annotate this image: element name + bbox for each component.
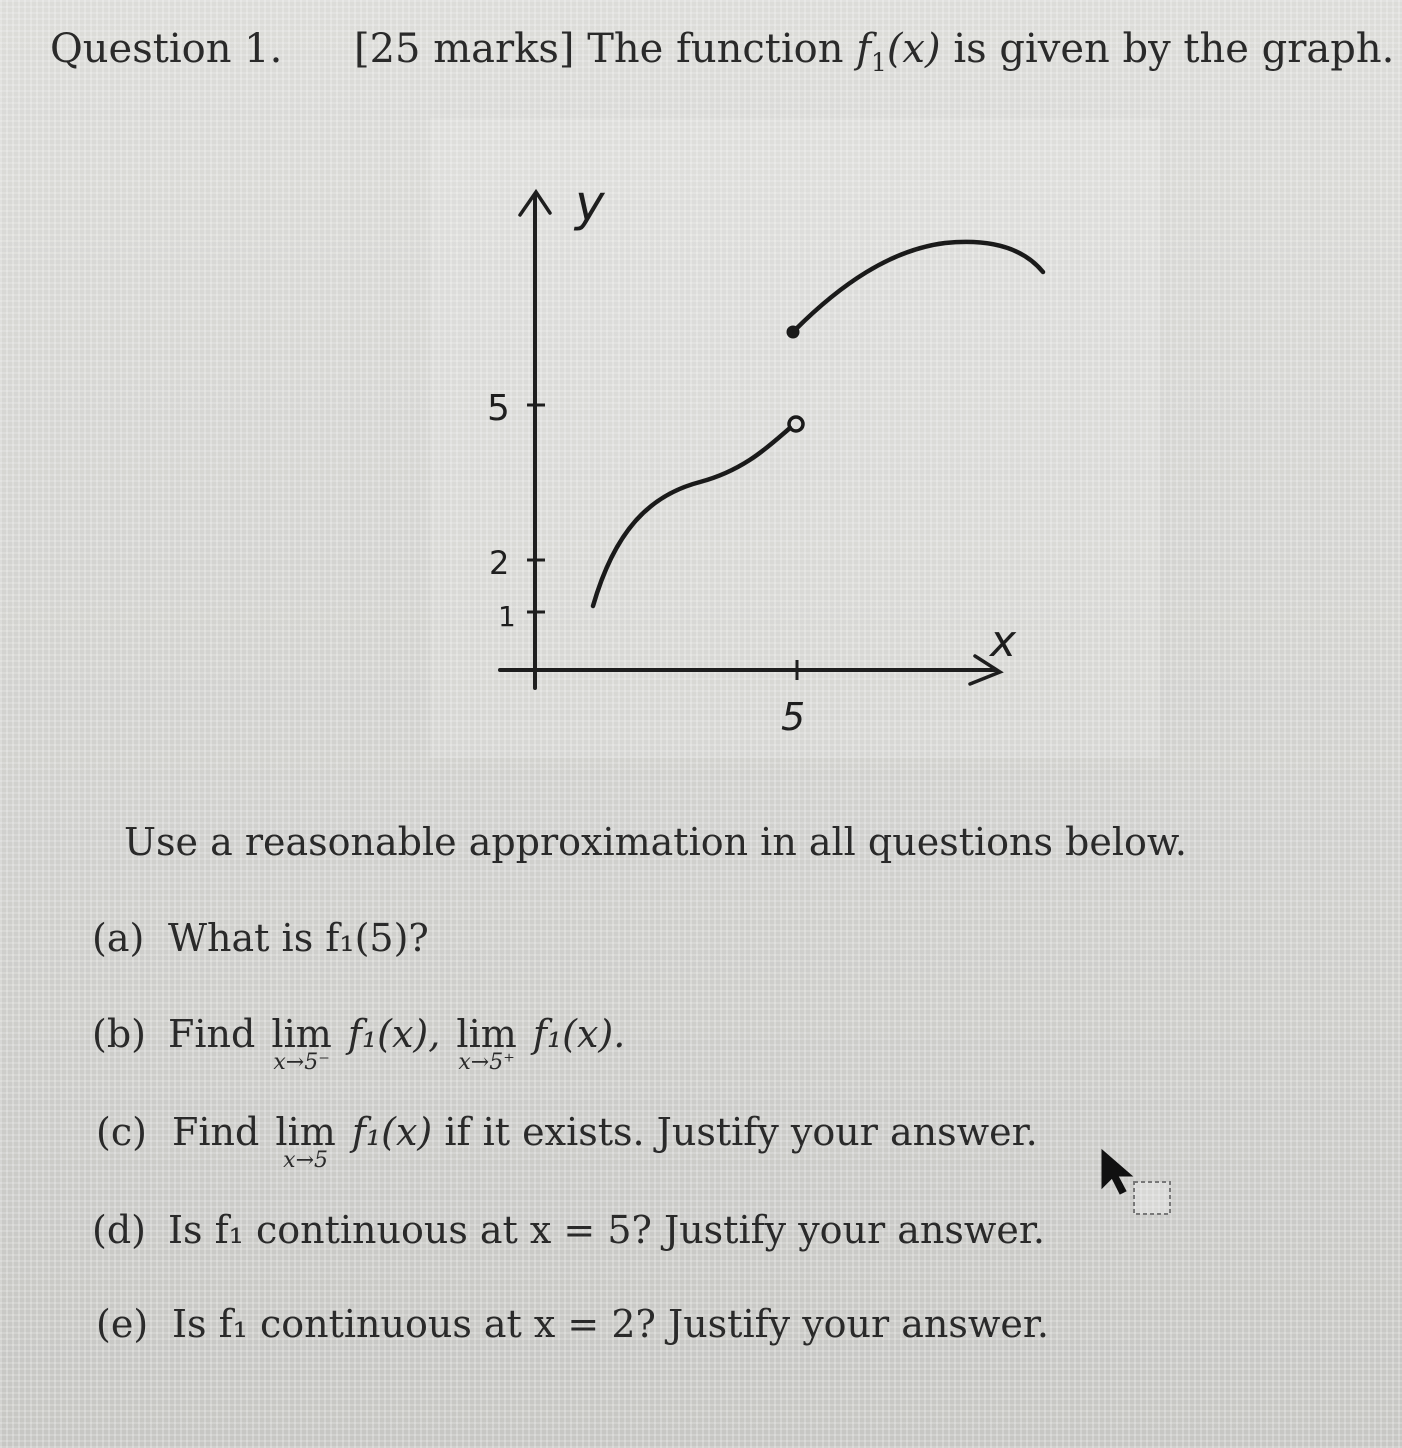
limit-left	[271, 1012, 332, 1075]
question-number: Question 1.	[50, 26, 283, 72]
part-d-label: (d)	[92, 1208, 146, 1252]
function-argument: (x)	[886, 26, 941, 72]
part-a-text: What is f₁(5)?	[168, 916, 429, 960]
part-a-label: (a)	[92, 916, 145, 960]
limit-left-subscript: x→5⁻	[273, 1050, 330, 1075]
upper-curve-branch	[795, 242, 1043, 330]
prompt-pre: The function	[587, 26, 844, 72]
lim-word: lim	[271, 1012, 332, 1056]
drag-selection-box	[1134, 1182, 1170, 1214]
x-tick-label-5: 5	[781, 695, 806, 739]
y-tick-label-1: 1	[498, 600, 516, 633]
limit-two-sided-subscript: x→5	[283, 1148, 329, 1173]
lim-word: lim	[456, 1012, 517, 1056]
part-e-label: (e)	[96, 1302, 149, 1346]
y-tick-label-5: 5	[487, 388, 510, 429]
y-axis-label: y	[575, 174, 605, 232]
part-c-label: (c)	[96, 1110, 147, 1154]
function-subscript: 1	[871, 48, 887, 77]
lim-word: lim	[275, 1110, 336, 1154]
limit-two-sided	[275, 1110, 336, 1173]
part-d-text: Is f₁ continuous at x = 5? Justify your answer.	[168, 1208, 1045, 1252]
instructions: Use a reasonable approximation in all questions below.	[124, 820, 1187, 864]
limit-right	[456, 1012, 517, 1075]
closed-circle-endpoint	[787, 326, 800, 339]
part-b-body	[168, 1012, 626, 1075]
prompt-post: is given by the graph.	[953, 26, 1395, 72]
part-c-post: if it exists. Justify your answer.	[444, 1110, 1038, 1154]
part-c-body	[172, 1110, 1038, 1173]
x-axis-label: x	[990, 616, 1017, 667]
question-marks: [25 marks]	[354, 26, 575, 72]
part-c-expression: f₁(x)	[351, 1110, 433, 1154]
part-b-pre: Find	[168, 1012, 256, 1056]
limit-right-subscript: x→5⁺	[458, 1050, 515, 1075]
open-circle-endpoint	[789, 417, 803, 431]
mouse-cursor-icon	[1100, 1148, 1180, 1228]
limit-left-expression: f₁(x),	[347, 1012, 441, 1056]
limit-right-expression: f₁(x).	[532, 1012, 626, 1056]
part-b-label: (b)	[92, 1012, 146, 1056]
y-tick-label-2: 2	[489, 544, 510, 582]
part-e-text: Is f₁ continuous at x = 2? Justify your answer.	[172, 1302, 1049, 1346]
function-name: f	[856, 26, 872, 72]
lower-curve-branch	[593, 428, 790, 606]
part-c-pre: Find	[172, 1110, 260, 1154]
